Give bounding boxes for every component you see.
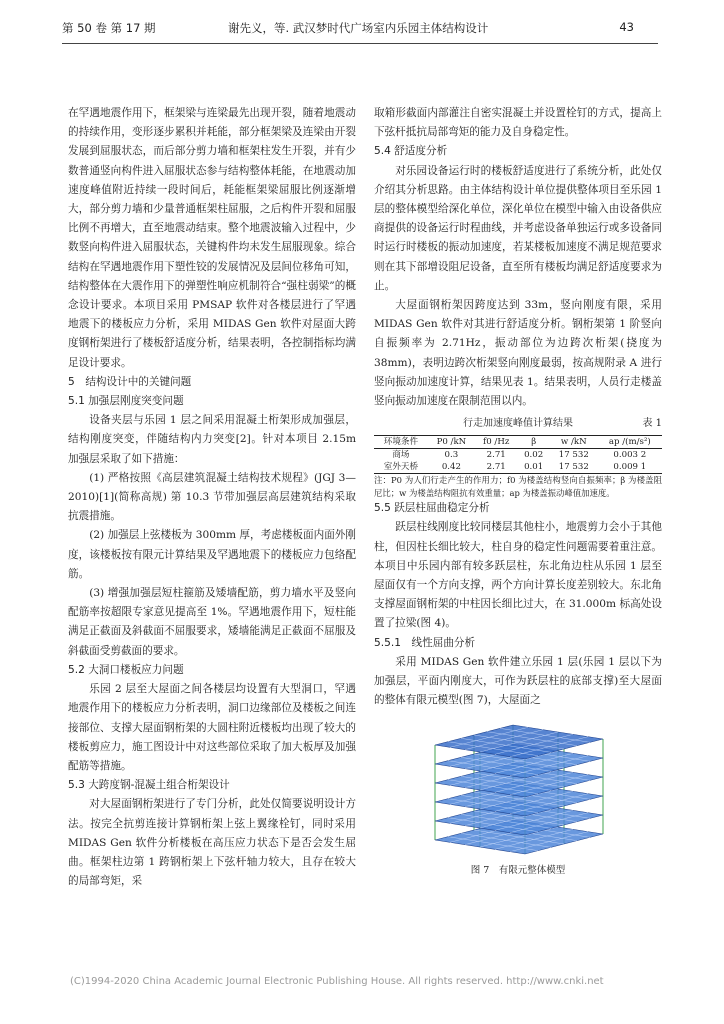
subsection-heading: 5.4 舒适度分析 (374, 145, 448, 158)
paragraph: 设备夹层与乐园 1 层之间采用混凝土桁架形成加强层，结构刚度突变，伴随结构内力突变[2]。针对本项目 2.15m 加强层采取了如下措施： (68, 414, 356, 465)
table-cell: 0.02 (524, 450, 544, 461)
right-column (374, 104, 662, 878)
paragraph: 采用 MIDAS Gen 软件建立乐园 1 层(乐园 1 层以下为加强层，平面内刚度大，可作为跃层柱的底部支撑)至大屋面的整体有限元模型(图 7)，大屋面之 (374, 655, 662, 707)
table-header-cell: P0 /kN (436, 437, 467, 448)
finite-element-model-image (423, 712, 613, 860)
running-header (0, 20, 724, 40)
table-header-cell: β (531, 437, 537, 448)
paragraph: 对大屋面钢桁架进行了专门分析，此处仅简要说明设计方法。按完全抗剪连接计算钢桁架上弦上翼缘栓钉，同时采用 MIDAS Gen 软件分析楼板在高压应力状态下是否会发生屈曲。框架柱边第 1 跨钢桁架上下弦杆轴力较大，且存在较大的局部弯矩，采 (68, 798, 356, 888)
list-item: (2) 加强层上弦楼板为 300mm 厚，考虑楼板面内面外刚度，该楼板按有限元计算结果及罕遇地震下的楼板应力包络配筋。 (68, 529, 356, 580)
figure-7 (374, 712, 662, 862)
table-header-cell: f0 /Hz (483, 437, 510, 448)
table-number: 表 1 (642, 418, 662, 430)
section-heading: 5 结构设计中的关键问题 (68, 375, 192, 388)
subsection-heading: 5.5 跃层柱屈曲稳定分析 (374, 502, 490, 515)
page-number: 43 (619, 20, 634, 34)
table-cell: 2.71 (486, 462, 506, 473)
table-header-cell: ap /(m/s²) (608, 437, 651, 448)
paragraph: 对乐园设备运行时的楼板舒适度进行了系统分析，此处仅介绍其分析思路。由主体结构设计单位提供整体项目至乐园 1 层的整体模型给深化单位，深化单位在模型中输入由设备供应商提供的设备运行时程曲线，并考虑设备单独运行或多设备同时运行时楼板的振动加速度，若某楼板加速度不满足规范要求则在其下部增设阻尼设备，直至所有楼板均满足舒适度要求为止。 (374, 164, 662, 292)
table-cell: 17 532 (558, 450, 589, 461)
table-cell: 室外天桥 (383, 462, 419, 473)
article-running-title: 谢先义，等. 武汉梦时代广场室内乐园主体结构设计 (228, 21, 489, 35)
paragraph: 乐园 2 层至大屋面之间各楼层均设置有大型洞口，罕遇地震作用下的楼板应力分析表明，洞口边缘部位及楼板之间连接部位、支撑大屋面钢桁架的大圆柱附近楼板均出现了较大的楼板剪应力，施工图设计中对这些部位采取了加大板厚及加强配筋等措施。 (68, 683, 356, 772)
table-caption (374, 415, 662, 433)
table-row (374, 461, 662, 474)
subsection-heading: 5.2 大洞口楼板应力问题 (68, 663, 184, 676)
subsection-heading: 5.1 加强层刚度突变问题 (68, 395, 184, 408)
table-cell: 0.3 (444, 450, 459, 461)
table-header-row (374, 436, 662, 449)
acceleration-table (374, 435, 662, 474)
table-note: 注：P0 为人们行走产生的作用力；f0 为楼盖结构竖向自振频率；β 为楼盖阻尼比；w 为楼盖结构阻抗有效重量；ap 为楼盖振动峰值加速度。 (374, 475, 662, 498)
subsection-heading: 5.3 大跨度钢-混凝土组合桁架设计 (68, 779, 230, 792)
cnki-watermark: (C)1994-2020 China Academic Journal Electronic Publishing House. All rights reserved. http://www.cnki.net (70, 976, 604, 987)
list-item: (3) 增强加强层短柱箍筋及矮墙配筋，剪力墙水平及竖向配筋率按超限专家意见提高至 1%。罕遇地震作用下，短柱能满足正截面及斜截面不屈服要求，矮墙能满足正截面不屈服及斜截面受剪截面的要求。 (68, 587, 356, 657)
table-cell: 商场 (392, 450, 410, 461)
figure-caption: 图 7 有限元整体模型 (470, 865, 566, 877)
table-cell: 2.71 (486, 450, 506, 461)
table-cell: 0.42 (441, 462, 461, 473)
journal-issue: 第 50 卷 第 17 期 (62, 21, 156, 35)
list-item: (1) 严格按照《高层建筑混凝土结构技术规程》(JGJ 3—2010)[1](简称高规) 第 10.3 节带加强层高层建筑结构采取抗震措施。 (68, 471, 356, 523)
table-cell: 0.01 (524, 462, 544, 473)
paragraph: 大屋面钢桁架因跨度达到 33m，竖向刚度有限，采用 MIDAS Gen 软件对其进行舒适度分析。钢桁架第 1 阶竖向自振频率为 2.71Hz，振动部位为边跨次桁架(挠度为 38mm)，表明边跨次桁架竖向刚度最弱，按高规附录 A 进行竖向振动加速度计算，结果见表 1。结果表明，人员行走楼盖竖向振动加速度在限制范围以内。 (374, 299, 662, 408)
subsubsection-heading: 5.5.1 线性屈曲分析 (374, 636, 476, 649)
table-title: 行走加速度峰值计算结果 (463, 418, 573, 430)
table-cell: 17 532 (558, 462, 589, 473)
table-header-cell: w /kN (560, 437, 587, 448)
header-rule (62, 43, 658, 44)
paragraph: 取箱形截面内部灌注自密实混凝土并设置栓钉的方式，提高上下弦杆抵抗局部弯矩的能力及自身稳定性。 (374, 107, 662, 139)
left-column (68, 104, 356, 891)
table-cell: 0.003 2 (613, 450, 647, 461)
table-header-cell: 环境条件 (383, 437, 419, 448)
paragraph: 在罕遇地震作用下，框架梁与连梁最先出现开裂，随着地震动的持续作用，变形逐步累积并耗能，部分框架梁及连梁由开裂发展到屈服状态，而后部分剪力墙和框架柱发生开裂，并有少数普通竖向构件进入屈服状态参与结构整体耗能，在地震动加速度峰值附近持续一段时间后，耗能框架梁屈服比例逐渐增大，部分剪力墙和少量普通框架柱屈服，之后构件开裂和屈服比例不再增大，直至地震动结束。整个地震波输入过程中，少数竖向构件进入屈服状态，关键构件均未发生屈服现象。综合结构在罕遇地震作用下塑性铰的发展情况及层间位移角可知，结构整体在大震作用下的弹塑性响应机制符合“强柱弱梁”的概念设计要求。本项目采用 PMSAP 软件对各楼层进行了罕遇地震下的楼板应力分析，采用 MIDAS Gen 软件对屋面大跨度钢桁架进行了楼板舒适度分析，结果表明，各控制指标均满足设计要求。 (68, 107, 356, 369)
table-cell: 0.009 1 (613, 462, 647, 473)
paragraph: 跃层柱线刚度比较同楼层其他柱小，地震剪力会小于其他柱，但因柱长细比较大，柱自身的稳定性问题需要着重注意。本项目中乐园内部有较多跃层柱，东北角边柱从乐园 1 层至屋面仅有一个方向支撑，两个方向计算长度差别较大。东北角支撑屋面钢桁架的中柱因长细比过大，在 31.000m 标高处设置了拉梁(图 4)。 (374, 521, 662, 630)
table-row (374, 449, 662, 462)
